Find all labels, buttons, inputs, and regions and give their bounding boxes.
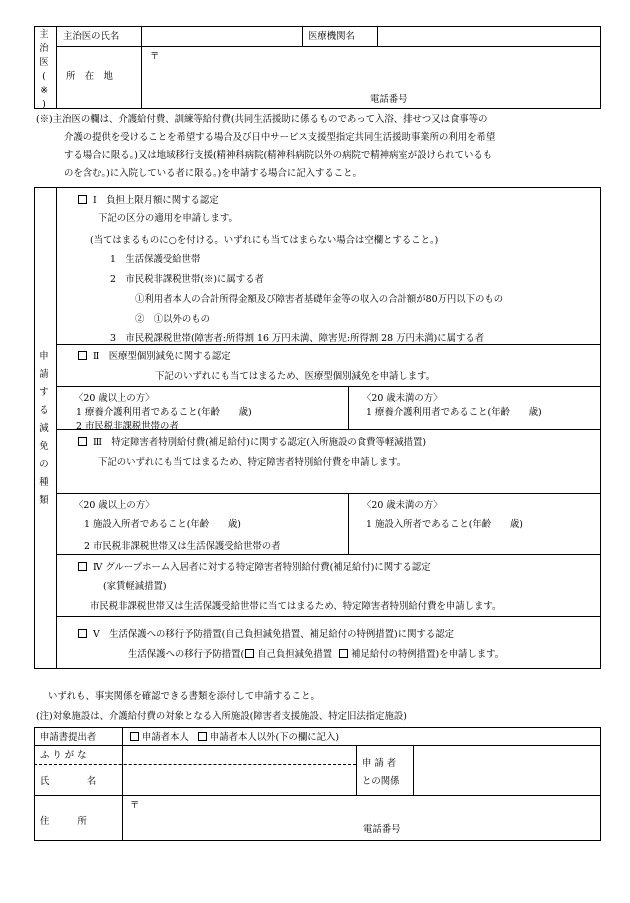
side-char: 医 — [39, 57, 49, 68]
sec5-line-text: 生活保護への移行予防措置( — [128, 649, 245, 660]
divider — [56, 386, 601, 387]
relation-label: 申 請 者 — [362, 758, 397, 769]
divider — [56, 554, 601, 555]
sec3-left-item: 1 施設入所者であること(年齢 歳) — [84, 519, 241, 530]
sec5-checkbox[interactable] — [78, 629, 87, 638]
reduction-side-label — [38, 348, 50, 510]
side-char: ) — [42, 99, 46, 110]
sec3-right-item: 1 施設入所者であること(年齢 歳) — [366, 519, 523, 530]
physician-note-line: する場合に限る。)又は地域移行支援(精神科病院(精神科病院以外の病院で精神病室が設けられているも — [64, 150, 493, 161]
sec4-line: 市民税非課税世帯又は生活保護受給世帯に当てはまるため、特定障害者特別給付費を申請します。 — [90, 601, 502, 612]
sec1-title-text: Ⅰ 負担上限月額に関する認定 — [92, 195, 219, 206]
sec5-title — [78, 628, 454, 641]
self-pay-label: 自己負担減免措置 — [257, 649, 333, 660]
physician-name-field[interactable] — [142, 27, 301, 45]
phone-label: 電話番号 — [370, 94, 408, 105]
sec3-title — [78, 436, 426, 449]
sec3-left-head: 〈20 歳以上の方〉 — [74, 500, 155, 511]
side-char: 類 — [39, 495, 49, 506]
supplement-checkbox[interactable] — [339, 649, 348, 658]
submitter-name-field[interactable] — [123, 765, 355, 794]
submitter-options — [130, 731, 339, 744]
sec1-line: 下記の区分の適用を申請します。 — [98, 213, 238, 224]
sec3-right-head: 〈20 歳未満の方〉 — [362, 500, 443, 511]
submitter-other-checkbox[interactable] — [198, 732, 207, 741]
sec4-title — [78, 561, 431, 574]
divider — [56, 616, 601, 617]
side-char: す — [39, 387, 49, 398]
physician-side-label — [38, 28, 50, 112]
submitter-address-field[interactable] — [123, 796, 600, 840]
submitter-other-label: 申請者本人以外(下の欄に記入) — [209, 732, 340, 743]
sec2-title-text: Ⅱ 医療型個別減免に関する認定 — [92, 351, 231, 362]
physician-note-line: 介護の提供を受けることを希望する場合及び日中サービス支援型指定共同生活援助事業所の利用を希望 — [64, 132, 496, 143]
physician-note-line: のを含む。)に入院している者に限る。)を申請する場合に記入すること。 — [64, 168, 362, 179]
sec1-option[interactable]: ② ①以外のもの — [135, 314, 211, 325]
sec3-title-text: Ⅲ 特定障害者特別給付費(補足給付)に関する認定(入所施設の食費等軽減措置) — [92, 437, 427, 448]
side-char: 減 — [39, 423, 49, 434]
sec1-option[interactable]: ①利用者本人の合計所得金額及び障害者基礎年金等の収入の合計額が80万円以下のもの — [135, 294, 504, 305]
side-char: ( — [42, 71, 46, 82]
sec4-line: (家賃軽減措置) — [103, 581, 167, 592]
sec1-line: (当てはまるものに○を付ける。いずれにも当てはまらない場合は空欄とすること。) — [90, 235, 439, 246]
postal-mark: 〒 — [150, 51, 160, 62]
sec5-title-text: Ⅴ 生活保護への移行予防措置(自己負担減免措置、補足給付の特例措置)に関する認定 — [92, 629, 454, 640]
side-char: 請 — [39, 369, 49, 380]
sec2-right-head: 〈20 歳未満の方〉 — [362, 393, 443, 404]
relation-label: との関係 — [362, 776, 400, 787]
side-char: 申 — [39, 351, 49, 362]
side-char: 種 — [39, 477, 49, 488]
sec2-checkbox[interactable] — [78, 351, 87, 360]
submitter-self-checkbox[interactable] — [130, 732, 139, 741]
postal-mark: 〒 — [130, 800, 140, 811]
sec3-left-item: 2 市民税非課税世帯又は生活保護受給世帯の者 — [84, 541, 281, 552]
supplement-label: 補足給付の特例措置)を申請します。 — [351, 649, 505, 660]
sec3-checkbox[interactable] — [78, 437, 87, 446]
side-char: 主 — [39, 29, 49, 40]
note-facility: (注)対象施設は、介護給付費の対象となる入所施設(障害者支援施設、特定旧法指定施設) — [36, 711, 407, 722]
sec5-line — [128, 648, 504, 661]
physician-note-line: (※)主治医の欄は、介護給付費、訓練等給付費(共同生活援助に係るものであって入浴、排せつ又は食事等の — [36, 114, 488, 125]
submitter-label: 申請書提出者 — [40, 732, 97, 743]
submitter-name-label: 氏 名 — [40, 776, 97, 787]
sec2-right-item: 1 療養介護利用者であること(年齢 歳) — [366, 407, 542, 418]
sec1-option[interactable]: 3 市民税課税世帯(障害者:所得割 16 万円未満、障害児:所得割 28 万円未満)に属する者 — [110, 333, 485, 344]
sec2-title — [78, 350, 231, 363]
submitter-address-label: 住 所 — [40, 816, 87, 827]
divider — [302, 26, 303, 46]
sec1-option[interactable]: 1 生活保護受給世帯 — [110, 254, 201, 265]
sec4-title-text: Ⅳ グループホーム入居者に対する特定障害者特別給付費(補足給付)に関する認定 — [92, 562, 431, 573]
divider — [56, 493, 601, 494]
sec1-title — [78, 194, 219, 207]
sec1-option[interactable]: 2 市民税非課税世帯(※)に属する者 — [110, 274, 264, 285]
sec2-left-item: 1 療養介護利用者であること(年齢 歳) — [76, 407, 252, 418]
sec3-line: 下記のいずれにも当てはまるため、特定障害者特別給付費を申請します。 — [98, 457, 407, 468]
divider — [56, 26, 57, 109]
sec2-left-item: 2 市民税非課税世帯の者 — [76, 421, 179, 432]
clinic-label: 医療機関名 — [308, 31, 355, 42]
divider — [356, 745, 357, 795]
submitter-phone-label: 電話番号 — [363, 824, 401, 835]
divider — [348, 386, 349, 429]
clinic-name-field[interactable] — [378, 27, 600, 45]
note-attach: いずれも、事実関係を確認できる書類を添付して申請すること。 — [48, 691, 320, 702]
sec4-checkbox[interactable] — [78, 562, 87, 571]
sec2-left-head: 〈20 歳以上の方〉 — [74, 393, 155, 404]
submitter-self-label: 申請者本人 — [142, 732, 189, 743]
relation-field[interactable] — [414, 746, 600, 794]
side-char: 免 — [39, 441, 49, 452]
sec2-line: 下記のいずれにも当てはまるため、医療型個別減免を申請します。 — [155, 371, 436, 382]
furigana-label: ふ り が な — [40, 750, 87, 761]
side-char: 治 — [39, 43, 49, 54]
side-char: の — [39, 459, 49, 470]
divider — [56, 187, 57, 669]
side-char: る — [39, 405, 49, 416]
side-char: ※ — [40, 85, 48, 96]
physician-name-label: 主治医の氏名 — [63, 31, 120, 42]
divider — [348, 493, 349, 554]
address-label: 所 在 地 — [66, 71, 113, 82]
furigana-field[interactable] — [123, 746, 355, 763]
self-pay-checkbox[interactable] — [245, 649, 254, 658]
sec1-checkbox[interactable] — [78, 195, 87, 204]
